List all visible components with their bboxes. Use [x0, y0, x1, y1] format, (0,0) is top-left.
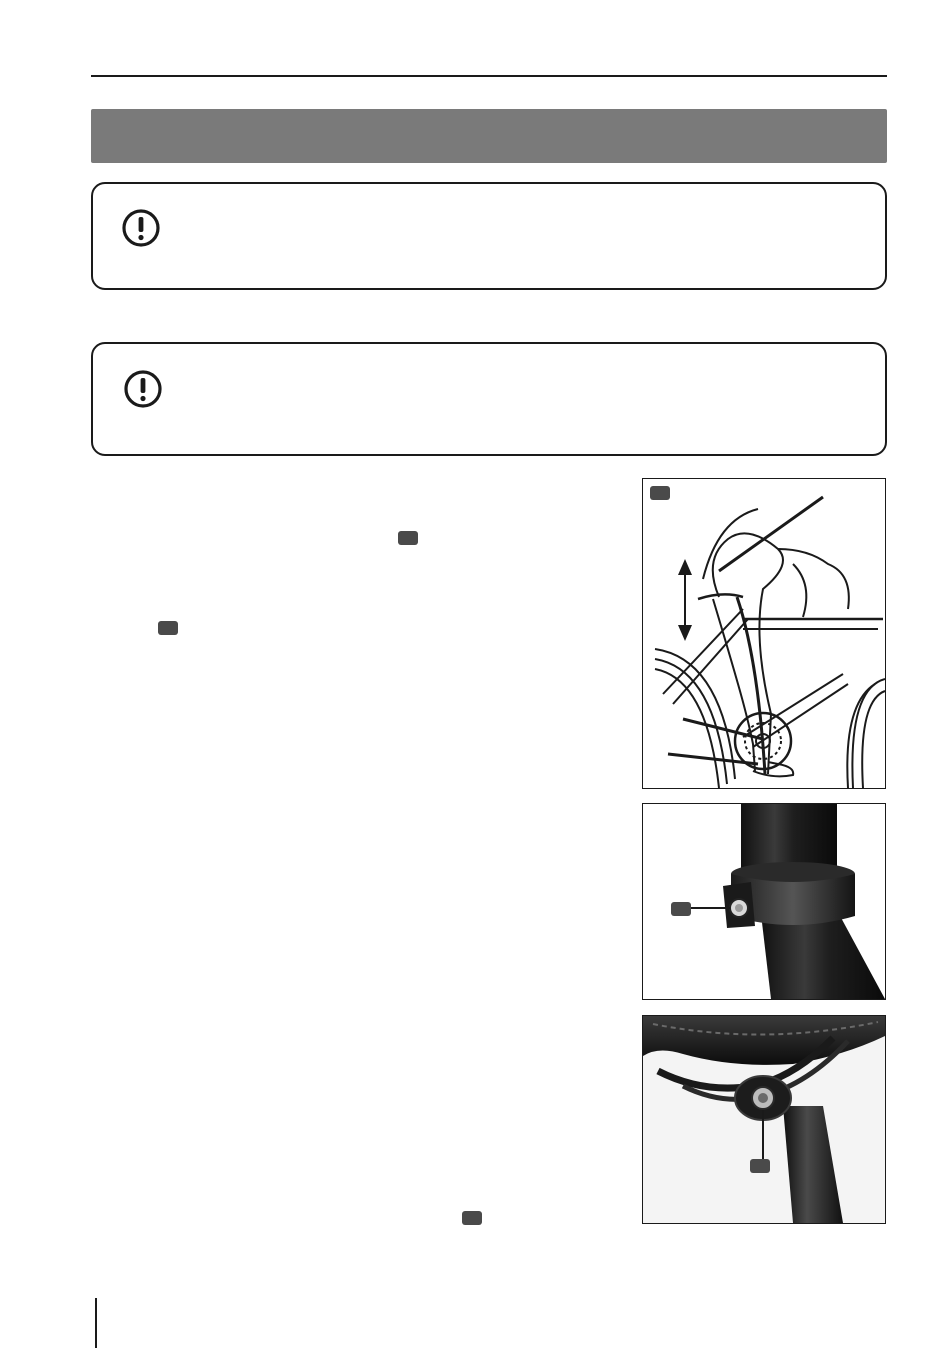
figure-ref-marker: [462, 1211, 482, 1225]
figure-callout-marker: [671, 902, 691, 916]
exclamation-circle-icon: [123, 369, 163, 409]
exclamation-circle-icon: [121, 208, 161, 248]
saddle-clamp-bolt-photo: [643, 1016, 885, 1223]
seat-height-illustration: [643, 479, 885, 788]
figure-seat-clamp-photo: [642, 803, 886, 1000]
footer-rule: [95, 1298, 97, 1348]
safety-notice-1: [91, 182, 887, 290]
section-heading-bar: [91, 109, 887, 163]
figure-label-marker: [650, 486, 670, 500]
figure-ref-marker: [158, 621, 178, 635]
double-arrow-vertical-icon: [678, 559, 692, 641]
figure-callout-marker: [750, 1159, 770, 1173]
header-rule: [91, 75, 887, 77]
figure-seat-height-illustration: [642, 478, 886, 789]
figure-saddle-bolt-photo: [642, 1015, 886, 1224]
figure-ref-marker: [398, 531, 418, 545]
safety-notice-2: [91, 342, 887, 456]
